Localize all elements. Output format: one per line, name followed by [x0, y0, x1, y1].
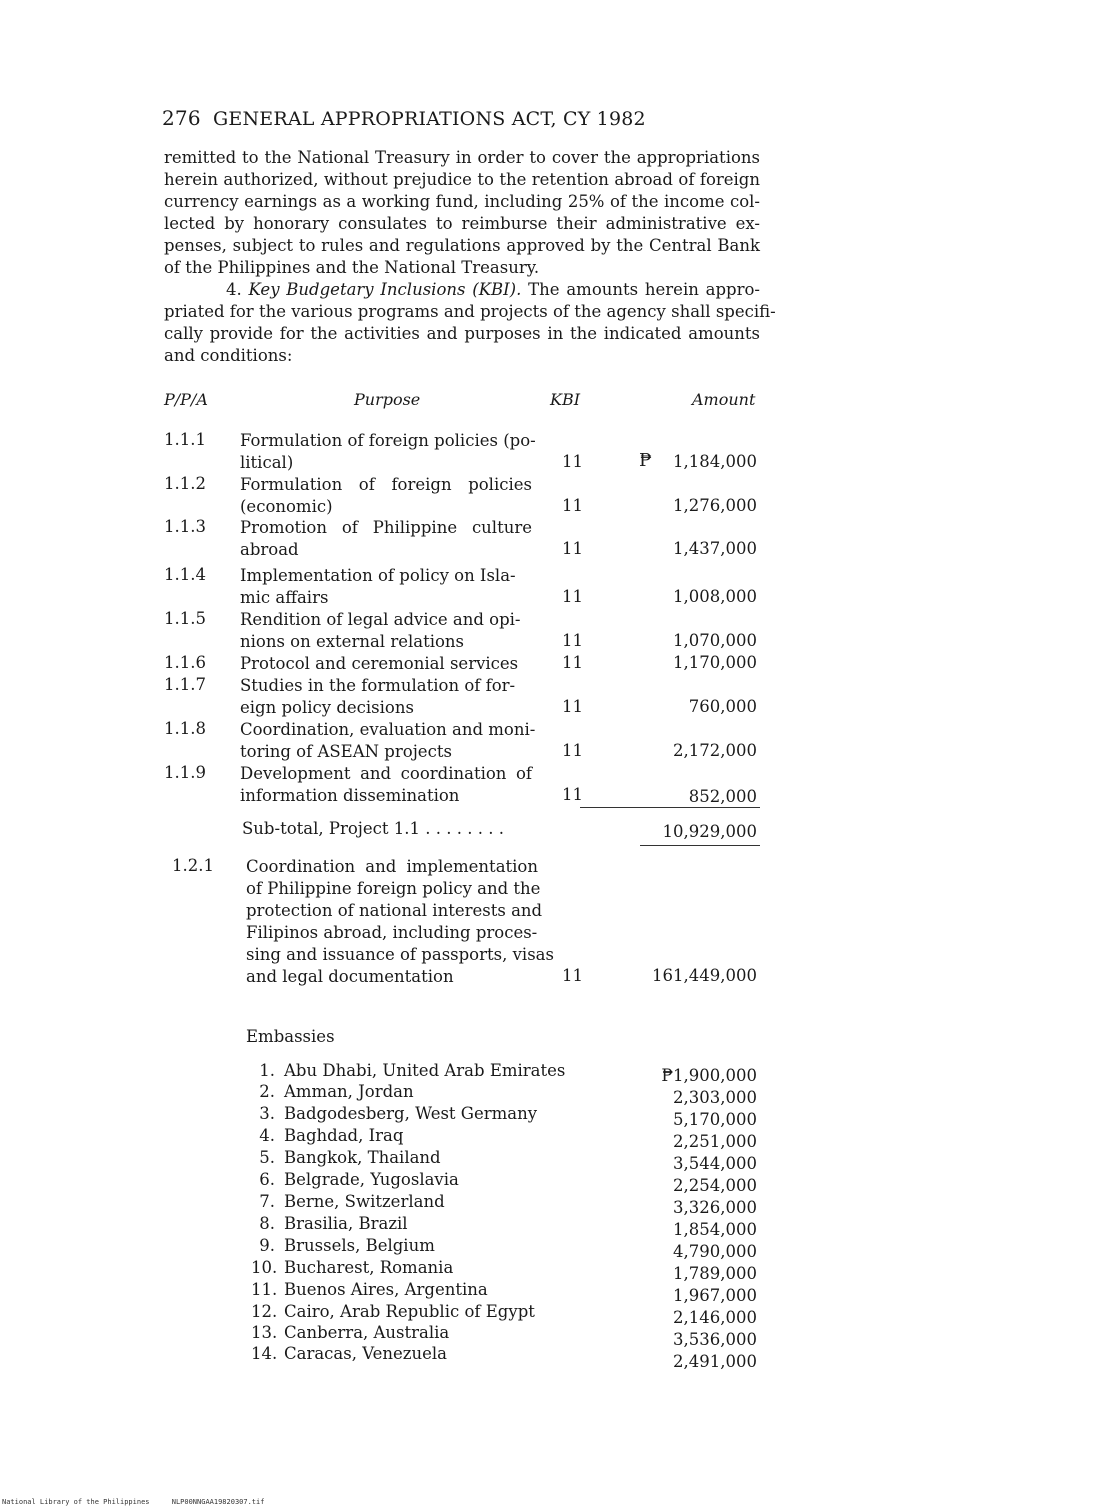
purpose-line: Protocol and ceremonial services [240, 654, 519, 673]
footer-file: NLP00NNGAA19820307.tif [171, 1498, 265, 1506]
embassy-amount: 1,789,000 [673, 1264, 757, 1283]
embassy-amount: 2,254,000 [673, 1176, 757, 1195]
embassy-name: Canberra, Australia [284, 1323, 450, 1342]
embassy-amount: 2,146,000 [673, 1308, 757, 1327]
embassy-amount: 3,536,000 [673, 1330, 757, 1349]
section-number: 4. [226, 280, 242, 299]
embassy-amount: 2,303,000 [673, 1088, 757, 1107]
embassy-number: 2. [259, 1082, 275, 1101]
paragraph-remittance [164, 147, 760, 279]
amount-value: 1,437,000 [673, 539, 757, 558]
text-line: priated for the various programs and projects of the agency shall specifi- [164, 302, 776, 321]
purpose-line: Filipinos abroad, including proces- [246, 923, 538, 942]
embassy-name: Badgodesberg, West Germany [284, 1104, 538, 1123]
amount-value: 161,449,000 [652, 966, 757, 985]
purpose-line: (economic) [240, 497, 333, 516]
kbi-code: 11 [562, 452, 583, 471]
purpose-line: Formulation of foreign policies (po- [240, 431, 536, 450]
embassy-name: Brasilia, Brazil [284, 1214, 408, 1233]
purpose-line: abroad [240, 540, 299, 559]
purpose-line: protection of national interests and [246, 901, 543, 920]
column-header-ppa: P/P/A [164, 390, 208, 409]
embassy-number: 8. [259, 1214, 275, 1233]
purpose-text [240, 517, 532, 561]
embassy-number: 1. [259, 1061, 275, 1080]
kbi-code: 11 [562, 653, 583, 672]
amount-value: 2,172,000 [673, 741, 757, 760]
text-line: lected by honorary consulates to reimburse their administrative ex- [164, 214, 760, 233]
text-fragment: The amounts herein appro- [528, 280, 760, 299]
running-header [162, 106, 646, 130]
purpose-line: nions on external relations [240, 632, 465, 651]
purpose-line: of Philippine foreign policy and the [246, 879, 541, 898]
embassy-name: Brussels, Belgium [284, 1236, 435, 1255]
purpose-line: information dissemination [240, 786, 460, 805]
purpose-text [240, 609, 532, 653]
purpose-text [240, 675, 532, 719]
embassy-name: Baghdad, Iraq [284, 1126, 404, 1145]
ppa-code: 1.1.7 [164, 675, 206, 694]
footer-source: National Library of the Philippines [2, 1498, 150, 1506]
embassy-number: 14. [251, 1344, 278, 1363]
purpose-text [240, 565, 532, 609]
text-line [164, 279, 760, 301]
kbi-code: 11 [562, 631, 583, 650]
kbi-code: 11 [562, 966, 583, 985]
kbi-code: 11 [562, 741, 583, 760]
column-header-amount: Amount [692, 390, 756, 409]
purpose-line: Promotion of Philippine culture [240, 518, 532, 537]
ppa-code: 1.1.9 [164, 763, 206, 782]
amount-value: 852,000 [688, 787, 757, 806]
scan-footer [2, 1498, 264, 1506]
embassy-number: 4. [259, 1126, 275, 1145]
text-line: currency earnings as a working fund, including 25% of the income col- [164, 192, 760, 211]
embassy-name: Buenos Aires, Argentina [284, 1280, 488, 1299]
embassy-number: 5. [259, 1148, 275, 1167]
amount-value: 1,008,000 [673, 587, 757, 606]
running-title: GENERAL APPROPRIATIONS ACT, CY 1982 [213, 108, 646, 130]
kbi-code: 11 [562, 785, 583, 804]
purpose-text [240, 719, 536, 763]
embassy-amount: 2,251,000 [673, 1132, 757, 1151]
embassy-amount: 3,544,000 [673, 1154, 757, 1173]
purpose-line: sing and issuance of passports, visas [246, 945, 554, 964]
kbi-code: 11 [562, 587, 583, 606]
column-header-kbi: KBI [550, 390, 581, 409]
kbi-code: 11 [562, 539, 583, 558]
page-number: 276 [162, 106, 201, 130]
peso-sign: ₱ [639, 450, 652, 471]
embassy-amount: 4,790,000 [673, 1242, 757, 1261]
embassy-name: Cairo, Arab Republic of Egypt [284, 1302, 535, 1321]
amount-value: 1,070,000 [673, 631, 757, 650]
embassy-name: Abu Dhabi, United Arab Emirates [284, 1061, 566, 1080]
embassy-amount: 1,967,000 [673, 1286, 757, 1305]
ppa-code: 1.1.4 [164, 565, 206, 584]
purpose-line: Implementation of policy on Isla- [240, 566, 516, 585]
purpose-line: mic affairs [240, 588, 329, 607]
ppa-code: 1.1.5 [164, 609, 206, 628]
embassy-name: Berne, Switzerland [284, 1192, 445, 1211]
ppa-code: 1.1.2 [164, 474, 206, 493]
purpose-text [240, 430, 536, 474]
subtotal-rule-bottom [640, 845, 760, 846]
section-heading: Key Budgetary Inclusions (KBI). [248, 280, 522, 299]
ppa-code: 1.1.6 [164, 653, 206, 672]
embassy-amount: 3,326,000 [673, 1198, 757, 1217]
amount-value: 1,184,000 [673, 452, 757, 471]
column-header-purpose: Purpose [354, 390, 421, 409]
embassy-amount: 5,170,000 [673, 1110, 757, 1129]
paragraph-kbi [164, 279, 776, 367]
purpose-line: Coordination, evaluation and moni- [240, 720, 536, 739]
subtotal-label: Sub-total, Project 1.1 . . . . . . . . [242, 819, 504, 838]
amount-value: 1,276,000 [673, 496, 757, 515]
ppa-code: 1.1.3 [164, 517, 206, 536]
embassy-name: Caracas, Venezuela [284, 1344, 447, 1363]
text-line: penses, subject to rules and regulations approved by the Central Bank [164, 236, 760, 255]
purpose-line: Development and coordination of [240, 764, 532, 783]
subtotal-amount: 10,929,000 [662, 822, 757, 841]
text-line: of the Philippines and the National Treasury. [164, 258, 540, 277]
text-line: and conditions: [164, 346, 293, 365]
embassies-heading: Embassies [246, 1027, 335, 1046]
amount-value: 1,170,000 [673, 653, 757, 672]
purpose-line: Coordination and implementation [246, 857, 538, 876]
embassy-number: 3. [259, 1104, 275, 1123]
text-line: cally provide for the activities and purposes in the indicated amounts [164, 324, 760, 343]
purpose-line: Formulation of foreign policies [240, 475, 532, 494]
purpose-text [246, 856, 554, 988]
subtotal-rule-top [580, 807, 760, 808]
kbi-code: 11 [562, 496, 583, 515]
purpose-text [240, 653, 532, 675]
embassy-amount: ₱1,900,000 [661, 1066, 757, 1085]
embassy-amount: 1,854,000 [673, 1220, 757, 1239]
ppa-code: 1.1.8 [164, 719, 206, 738]
purpose-line: litical) [240, 453, 294, 472]
purpose-line: eign policy decisions [240, 698, 414, 717]
purpose-line: toring of ASEAN projects [240, 742, 452, 761]
embassy-number: 13. [251, 1323, 278, 1342]
purpose-line: Rendition of legal advice and opi- [240, 610, 521, 629]
ppa-code: 1.2.1 [172, 856, 214, 875]
embassy-amount: 2,491,000 [673, 1352, 757, 1371]
embassy-number: 10. [251, 1258, 278, 1277]
purpose-text [240, 763, 532, 807]
kbi-code: 11 [562, 697, 583, 716]
embassy-name: Belgrade, Yugoslavia [284, 1170, 459, 1189]
embassy-number: 11. [251, 1280, 278, 1299]
embassy-number: 7. [259, 1192, 275, 1211]
embassy-name: Amman, Jordan [284, 1082, 414, 1101]
embassy-name: Bucharest, Romania [284, 1258, 454, 1277]
purpose-text [240, 474, 532, 518]
embassy-number: 6. [259, 1170, 275, 1189]
ppa-code: 1.1.1 [164, 430, 206, 449]
embassy-number: 9. [259, 1236, 275, 1255]
text-line: remitted to the National Treasury in order to cover the appropriations [164, 148, 760, 167]
embassy-name: Bangkok, Thailand [284, 1148, 441, 1167]
purpose-line: and legal documentation [246, 967, 454, 986]
amount-value: 760,000 [688, 697, 757, 716]
purpose-line: Studies in the formulation of for- [240, 676, 516, 695]
embassy-number: 12. [251, 1302, 278, 1321]
text-line: herein authorized, without prejudice to the retention abroad of foreign [164, 170, 760, 189]
